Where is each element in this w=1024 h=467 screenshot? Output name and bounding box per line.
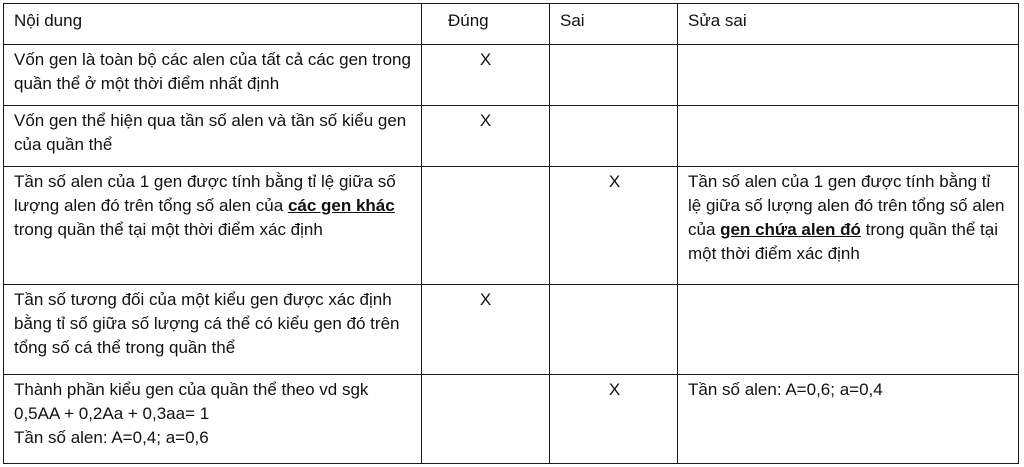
row-4-sai-mark bbox=[550, 285, 677, 288]
header-cell-sua-sai bbox=[678, 4, 1019, 45]
content-cell bbox=[4, 167, 422, 285]
dung-cell bbox=[422, 375, 550, 464]
row-5-content-line-3: Tần số alen: A=0,4; a=0,6 bbox=[14, 428, 209, 447]
content-cell bbox=[4, 375, 422, 464]
sai-cell bbox=[550, 45, 678, 106]
header-cell-content bbox=[4, 4, 422, 45]
header-sua-sai-label: Sửa sai bbox=[688, 11, 747, 30]
header-dung-label: Đúng bbox=[448, 11, 489, 30]
sai-cell bbox=[550, 167, 678, 285]
row-3-sua-before: Tần số alen của 1 gen được tính bằng tỉ lệ giữa số lượng alen đó trên tổng số alen của bbox=[688, 172, 1005, 239]
dung-cell bbox=[422, 285, 550, 375]
row-4-content-text: Tần số tương đối của một kiểu gen được xác định bằng tỉ số giữa số lượng cá thể có kiểu gen đó trên tổng số cá thể trong quần thể bbox=[14, 290, 400, 357]
dung-cell bbox=[422, 45, 550, 106]
row-3-content-before: Tần số alen của 1 gen được tính bằng tỉ lệ giữa số lượng alen đó trên tổng số alen của bbox=[14, 172, 396, 215]
table-row bbox=[4, 45, 1019, 106]
row-5-dung-mark bbox=[422, 375, 549, 378]
header-sai-label: Sai bbox=[560, 11, 585, 30]
row-2-dung-mark: X bbox=[479, 111, 492, 130]
row-3-sua-after: trong quần thể tại một thời điểm xác định bbox=[688, 220, 998, 263]
row-3-sua-emphasis: gen chứa alen đó bbox=[720, 220, 861, 239]
row-2-sua-sai-text bbox=[678, 106, 1018, 109]
row-3-sai-mark: X bbox=[608, 172, 621, 191]
sua-sai-cell bbox=[678, 167, 1019, 285]
content-cell bbox=[4, 285, 422, 375]
table-row bbox=[4, 106, 1019, 167]
sua-sai-cell bbox=[678, 106, 1019, 167]
table-header-row bbox=[4, 4, 1019, 45]
dung-cell bbox=[422, 106, 550, 167]
row-5-content-text bbox=[4, 375, 421, 450]
sai-cell bbox=[550, 106, 678, 167]
sua-sai-cell bbox=[678, 285, 1019, 375]
sua-sai-cell bbox=[678, 375, 1019, 464]
sua-sai-cell bbox=[678, 45, 1019, 106]
answer-table bbox=[3, 3, 1019, 464]
row-2-sai-mark bbox=[550, 106, 677, 109]
row-2-content-text: Vốn gen thể hiện qua tần số alen và tần số kiểu gen của quần thể bbox=[14, 111, 407, 154]
row-3-sua-sai-text bbox=[678, 167, 1018, 266]
header-content-label: Nội dung bbox=[14, 11, 83, 30]
row-3-content-after: trong quần thể tại một thời điểm xác định bbox=[14, 220, 323, 239]
row-5-sua-sai-text: Tần số alen: A=0,6; a=0,4 bbox=[688, 380, 883, 399]
header-cell-sai bbox=[550, 4, 678, 45]
sai-cell bbox=[550, 285, 678, 375]
row-5-content-line-1: Thành phần kiểu gen của quần thể theo vd sgk bbox=[14, 380, 369, 399]
row-1-sua-sai-text bbox=[678, 45, 1018, 48]
row-3-content-text bbox=[4, 167, 421, 242]
table-row bbox=[4, 285, 1019, 375]
table-row bbox=[4, 167, 1019, 285]
row-1-dung-mark: X bbox=[479, 50, 492, 69]
row-4-sua-sai-text bbox=[678, 285, 1018, 288]
row-4-dung-mark: X bbox=[479, 290, 492, 309]
content-cell bbox=[4, 106, 422, 167]
row-1-sai-mark bbox=[550, 45, 677, 48]
row-1-content-text: Vốn gen là toàn bộ các alen của tất cả các gen trong quần thể ở một thời điểm nhất định bbox=[14, 50, 411, 93]
row-3-dung-mark bbox=[422, 167, 549, 170]
table-row bbox=[4, 375, 1019, 464]
content-cell bbox=[4, 45, 422, 106]
row-3-content-emphasis: các gen khác bbox=[287, 196, 395, 215]
row-5-sai-mark: X bbox=[608, 380, 621, 399]
header-cell-dung bbox=[422, 4, 550, 45]
sai-cell bbox=[550, 375, 678, 464]
row-5-content-line-2: 0,5AA + 0,2Aa + 0,3aa= 1 bbox=[14, 404, 210, 423]
dung-cell bbox=[422, 167, 550, 285]
